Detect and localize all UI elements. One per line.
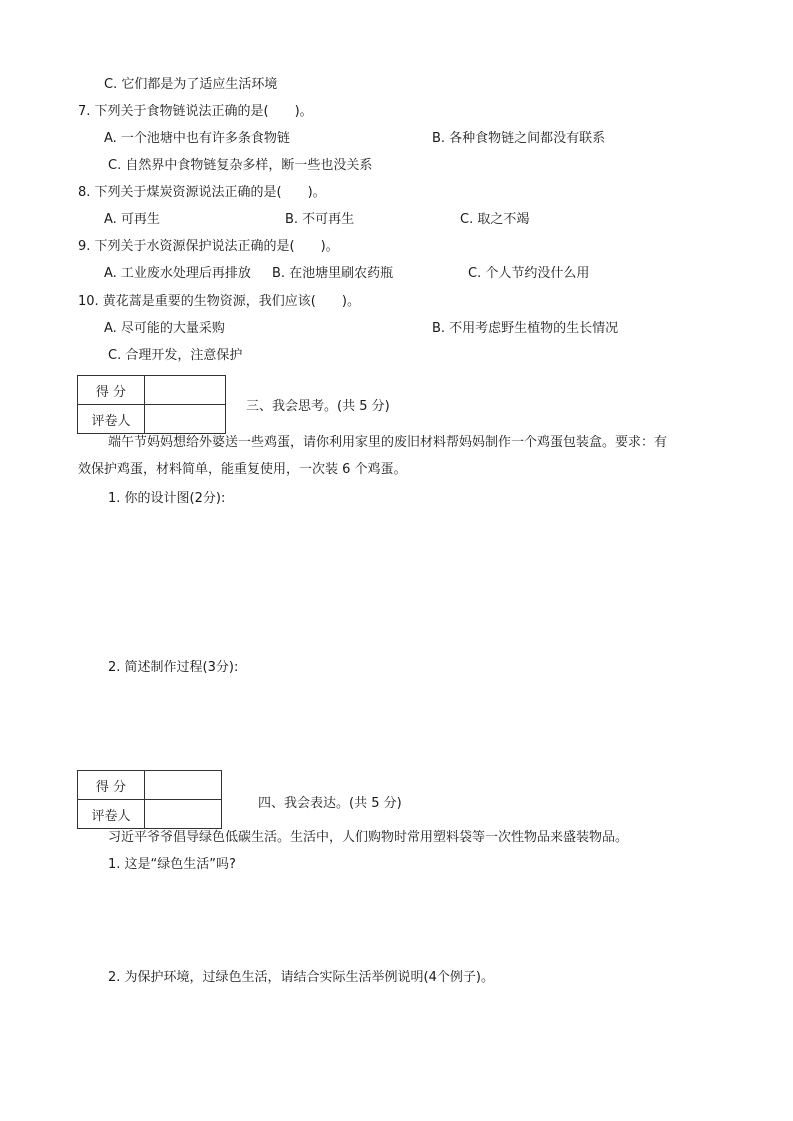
process-answer-area[interactable] bbox=[104, 684, 704, 764]
q10-option-c: C. 合理开发，注意保护 bbox=[108, 348, 243, 363]
section3-prompt-line1: 端午节妈妈想给外婆送一些鸡蛋，请你利用家里的废旧材料帮妈妈制作一个鸡蛋包装盒。要求：有 bbox=[108, 435, 668, 450]
section3-item1: 1. 你的设计图(2分): bbox=[108, 491, 226, 506]
score-label: 得 分 bbox=[78, 376, 145, 405]
q8-option-a: A. 可再生 bbox=[104, 212, 160, 227]
section4-item2: 2. 为保护环境，过绿色生活，请结合实际生活举例说明(4个例子)。 bbox=[108, 970, 494, 985]
grader-label: 评卷人 bbox=[78, 405, 145, 434]
q6-option-c: C. 它们都是为了适应生活环境 bbox=[104, 77, 278, 92]
section4-score-box bbox=[77, 770, 222, 829]
design-drawing-area[interactable] bbox=[104, 515, 704, 655]
section4-prompt: 习近平爷爷倡导绿色低碳生活。生活中，人们购物时常用塑料袋等一次性物品来盛装物品。 bbox=[108, 830, 629, 845]
q9-stem: 9. 下列关于水资源保护说法正确的是( )。 bbox=[78, 239, 339, 254]
grader-label: 评卷人 bbox=[78, 800, 145, 829]
grader-field[interactable] bbox=[145, 800, 222, 829]
section3-score-box bbox=[77, 375, 226, 434]
examples-answer-area[interactable] bbox=[104, 994, 704, 1094]
q7-stem: 7. 下列关于食物链说法正确的是( )。 bbox=[78, 104, 313, 119]
section4-item1: 1. 这是“绿色生活”吗? bbox=[108, 857, 236, 872]
q9-option-c: C. 个人节约没什么用 bbox=[468, 266, 590, 281]
q10-stem: 10. 黄花蒿是重要的生物资源，我们应该( )。 bbox=[78, 294, 360, 309]
score-field[interactable] bbox=[145, 376, 226, 405]
q8-stem: 8. 下列关于煤炭资源说法正确的是( )。 bbox=[78, 185, 326, 200]
section3-item2: 2. 简述制作过程(3分): bbox=[108, 660, 239, 675]
section3-prompt-line2: 效保护鸡蛋，材料简单，能重复使用，一次装 6 个鸡蛋。 bbox=[78, 462, 407, 477]
grader-field[interactable] bbox=[145, 405, 226, 434]
section3-title: 三、我会思考。(共 5 分) bbox=[246, 399, 390, 414]
q7-option-b: B. 各种食物链之间都没有联系 bbox=[432, 131, 606, 146]
q7-option-c: C. 自然界中食物链复杂多样，断一些也没关系 bbox=[108, 158, 373, 173]
q10-option-b: B. 不用考虑野生植物的生长情况 bbox=[432, 321, 619, 336]
section4-title: 四、我会表达。(共 5 分) bbox=[258, 796, 402, 811]
q8-option-b: B. 不可再生 bbox=[285, 212, 355, 227]
score-field[interactable] bbox=[145, 771, 222, 800]
q9-option-b: B. 在池塘里刷农药瓶 bbox=[272, 266, 394, 281]
q7-option-a: A. 一个池塘中也有许多条食物链 bbox=[104, 131, 290, 146]
q10-option-a: A. 尽可能的大量采购 bbox=[104, 321, 225, 336]
score-label: 得 分 bbox=[78, 771, 145, 800]
green-life-answer-area[interactable] bbox=[104, 880, 704, 960]
q9-option-a: A. 工业废水处理后再排放 bbox=[104, 266, 251, 281]
q8-option-c: C. 取之不竭 bbox=[460, 212, 530, 227]
